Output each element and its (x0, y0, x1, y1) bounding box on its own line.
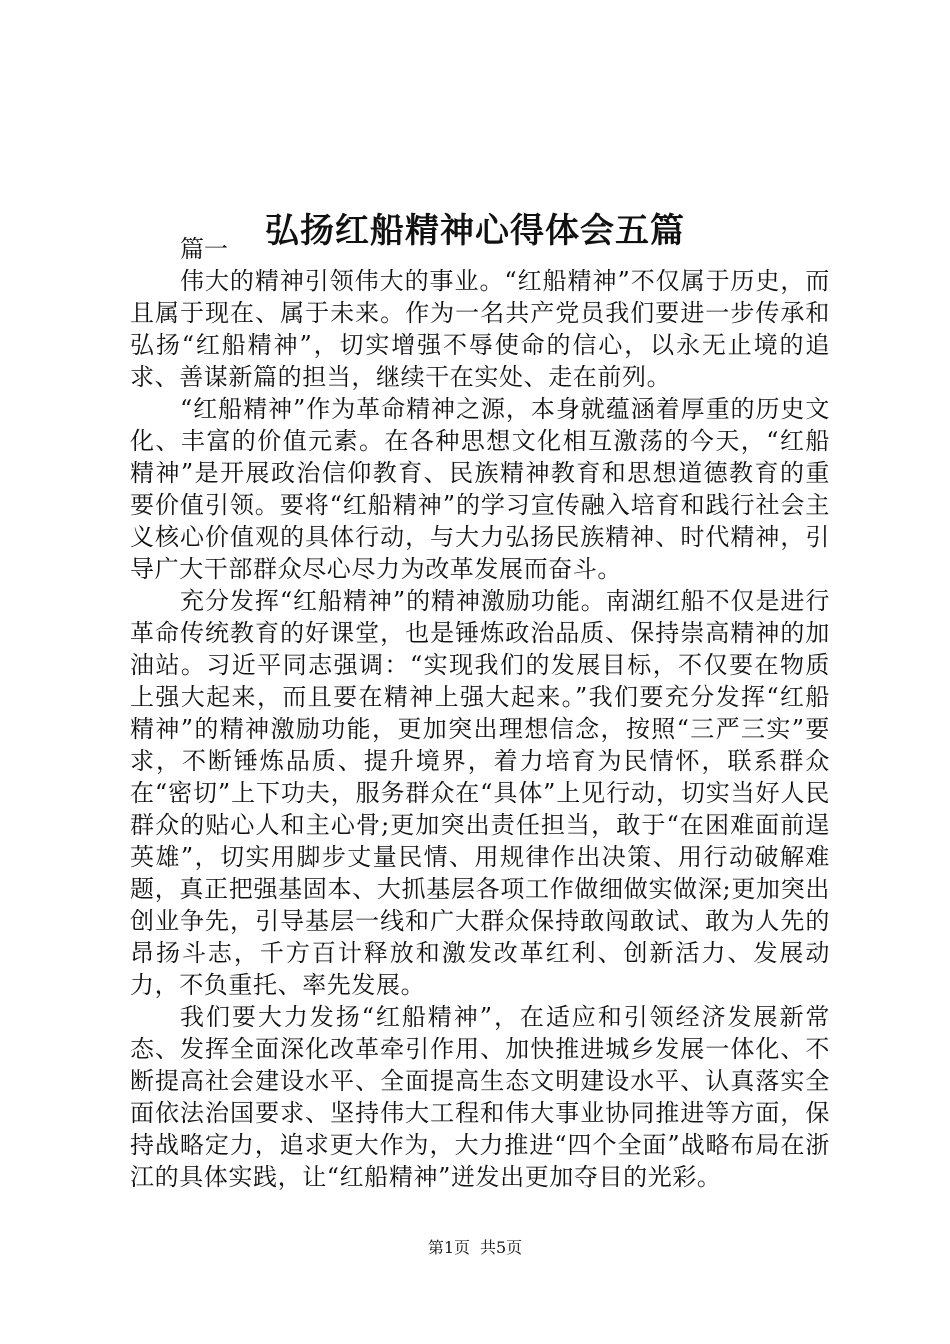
section-heading: 篇一 (180, 235, 228, 263)
paragraph-1: 伟大的精神引领伟大的事业。“红船精神”不仅属于历史，而且属于现在、属于未来。作为一名共产党员我们要进一步传承和弘扬“红船精神”，切实增强不辱使命的信心，以永无止境的追求、善谋新篇的担当，继续干在实处、走在前列。 (130, 267, 830, 391)
page-footer (0, 1236, 950, 1260)
paragraph-4: 我们要大力发扬“红船精神”，在适应和引领经济发展新常态、发挥全面深化改革牵引作用、加快推进城乡发展一体化、不断提高社会建设水平、全面提高生态文明建设水平、认真落实全面依法治国要求、坚持伟大工程和伟大事业协同推进等方面，保持战略定力，追求更大作为，大力推进“四个全面”战略布局在浙江的具体实践，让“红船精神”迸发出更加夺目的光彩。 (130, 1003, 830, 1191)
page-number: 第1页 (427, 1238, 470, 1257)
paragraph-2: “红船精神”作为革命精神之源，本身就蕴涵着厚重的历史文化、丰富的价值元素。在各种思想文化相互激荡的今天，“红船精神”是开展政治信仰教育、民族精神教育和思想道德教育的重要价值引领。要将“红船精神”的学习宣传融入培育和践行社会主义核心价值观的具体行动，与大力弘扬民族精神、时代精神，引导广大干部群众尽心尽力为改革发展而奋斗。 (130, 395, 830, 583)
document-title: 弘扬红船精神心得体会五篇 (265, 210, 685, 251)
paragraph-3: 充分发挥“红船精神”的精神激励功能。南湖红船不仅是进行革命传统教育的好课堂，也是锤炼政治品质、保持崇高精神的加油站。习近平同志强调：“实现我们的发展目标，不仅要在物质上强大起来，而且要在精神上强大起来。”我们要充分发挥“红船精神”的精神激励功能，更加突出理想信念，按照“三严三实”要求，不断锤炼品质、提升境界，着力培育为民情怀，联系群众在“密切”上下功夫，服务群众在“具体”上见行动，切实当好人民群众的贴心人和主心骨;更加突出责任担当，敢于“在困难面前逞英雄”，切实用脚步丈量民情、用规律作出决策、用行动破解难题，真正把强基固本、大抓基层各项工作做细做实做深;更加突出创业争先，引导基层一线和广大群众保持敢闯敢试、敢为人先的昂扬斗志，千方百计释放和激发改革红利、创新活力、发展动力，不负重托、率先发展。 (130, 587, 830, 999)
page-total: 共5页 (480, 1238, 523, 1257)
document-body (130, 233, 830, 1193)
